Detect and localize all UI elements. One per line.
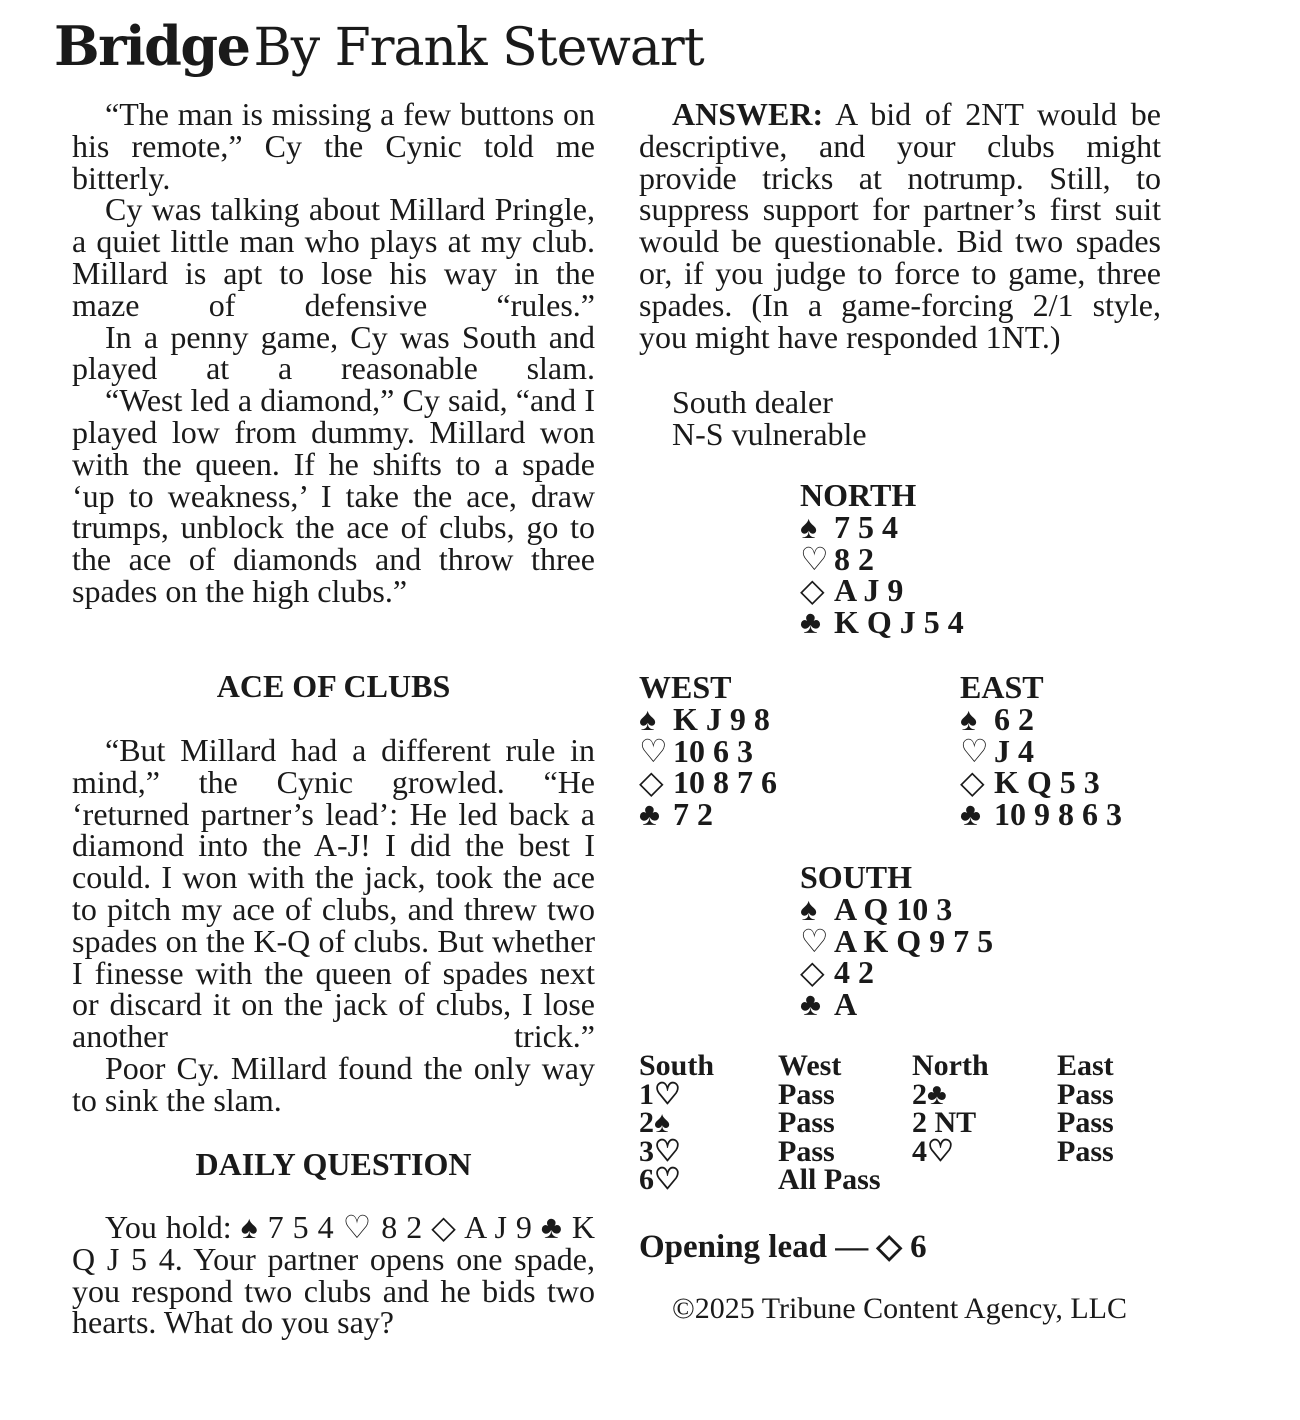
dealer-line: South dealer [672,384,833,420]
column-brand: Bridge [54,14,250,78]
auction-call: 3♡ [639,1135,681,1168]
opening-lead: Opening lead — ◇ 6 [639,1229,927,1265]
diamond-icon: ◇ [960,764,985,801]
spades-holding: A Q 10 3 [834,890,953,927]
auction-call: 2♣ [912,1078,947,1111]
hand-label: EAST [960,669,1044,705]
auction-call: Pass [778,1078,835,1111]
answer-text: A bid of 2NT would be descriptive, and your clubs might provide tricks at notrump. Still, to suppress support for partner’s first suit would be questionable. Bid two spades or, if you judge to force to game, three spades. (In a game-forcing 2/1 style, you might have responded 1NT.) [639,96,1161,355]
diamond-icon: ◇ [639,764,664,801]
club-icon: ♣ [960,796,981,833]
hand-label: NORTH [800,477,917,513]
auction-header-west: West [778,1049,842,1082]
auction-call: Pass [1057,1135,1114,1168]
heart-icon: ♡ [800,922,829,959]
spade-icon: ♠ [960,700,977,737]
diamonds-holding: 10 8 7 6 [673,764,777,801]
story-paragraph: Cy was talking about Millard Pringle, a quiet little man who plays at my club. Millard is apt to lose his way in the maze of defensive “rules.” [72,191,595,323]
question-text: You hold: ♠ 7 5 4 ♡ 8 2 ◇ A J 9 ♣ K Q J 5 4. Your partner opens one spade, you respond two clubs and he bids two hearts. What do you say? [72,1209,595,1341]
hearts-holding: J 4 [994,732,1034,769]
daily-question [72,1209,595,1341]
spades-holding: 7 5 4 [834,508,898,545]
diamond-icon: ◇ [800,954,825,991]
copyright: ©2025 Tribune Content Agency, LLC [672,1292,1128,1325]
vulnerability-line: N-S vulnerable [672,416,867,452]
diamonds-holding: K Q 5 3 [994,764,1100,801]
club-icon: ♣ [639,796,660,833]
clubs-holding: K Q J 5 4 [834,604,964,641]
auction-header-east: East [1057,1049,1114,1082]
south-hand [800,859,994,1023]
spade-icon: ♠ [639,700,656,737]
auction-header-north: North [912,1049,989,1082]
hearts-holding: 10 6 3 [673,732,753,769]
byline: By Frank Stewart [253,18,704,78]
answer-block [639,96,1161,355]
clubs-holding: A [834,986,858,1023]
west-hand [639,669,777,833]
story-paragraph: In a penny game, Cy was South and played at a reasonable slam. [72,318,595,387]
spade-icon: ♠ [800,890,817,927]
diamond-icon: ◇ [800,572,825,609]
answer-label: ANSWER: [672,96,824,132]
story-column [72,96,595,609]
east-hand [960,669,1122,833]
auction-call: 4♡ [912,1135,954,1168]
auction-header-south: South [639,1049,715,1082]
story-column-continued [72,732,595,1118]
hand-label: WEST [639,669,732,705]
answer-paragraph [639,96,1161,355]
hearts-holding: A K Q 9 7 5 [834,922,994,959]
clubs-holding: 10 9 8 6 3 [994,796,1122,833]
hearts-holding: 8 2 [834,540,874,577]
auction-call: 2 NT [912,1106,977,1139]
section-heading-daily-question: DAILY QUESTION [195,1146,472,1182]
auction-call: 1♡ [639,1078,681,1111]
club-icon: ♣ [800,986,821,1023]
heart-icon: ♡ [639,732,668,769]
diamonds-holding: 4 2 [834,954,874,991]
auction-call: Pass [1057,1078,1114,1111]
club-icon: ♣ [800,604,821,641]
heart-icon: ♡ [800,540,829,577]
auction-call: Pass [1057,1106,1114,1139]
auction-call: Pass [778,1135,835,1168]
spades-holding: K J 9 8 [673,700,770,737]
diamonds-holding: A J 9 [834,572,904,609]
story-paragraph: “But Millard had a different rule in mind,” the Cynic growled. “He ‘returned partner’s lead’: He led back a diamond into the A-J! I did the best I could. I won with the jack, took the ace to pitch my ace of clubs, and threw two spades on the K-Q of clubs. But whether I finesse with the queen of spades next or discard it on the jack of clubs, I lose another trick.” [72,732,595,1055]
story-paragraph: “The man is missing a few buttons on his remote,” Cy the Cynic told me bitterly. [72,96,595,196]
auction-call: 2♠ [639,1106,670,1139]
north-hand [800,477,964,641]
heart-icon: ♡ [960,732,989,769]
clubs-holding: 7 2 [673,796,713,833]
spades-holding: 6 2 [994,700,1034,737]
auction-call: Pass [778,1106,835,1139]
hand-label: SOUTH [800,859,913,895]
auction-call: 6♡ [639,1163,681,1196]
section-heading-ace-of-clubs: ACE OF CLUBS [216,668,451,704]
story-paragraph: Poor Cy. Millard found the only way to sink the slam. [72,1049,595,1118]
story-paragraph: “West led a diamond,” Cy said, “and I played low from dummy. Millard won with the queen. If he shifts to a spade ‘up to weakness,’ I take the ace, draw trumps, unblock the ace of clubs, go to the ace of diamonds and throw three spades on the high clubs.” [72,382,595,609]
auction-call: All Pass [778,1163,881,1196]
spade-icon: ♠ [800,508,817,545]
page-title [54,14,704,80]
